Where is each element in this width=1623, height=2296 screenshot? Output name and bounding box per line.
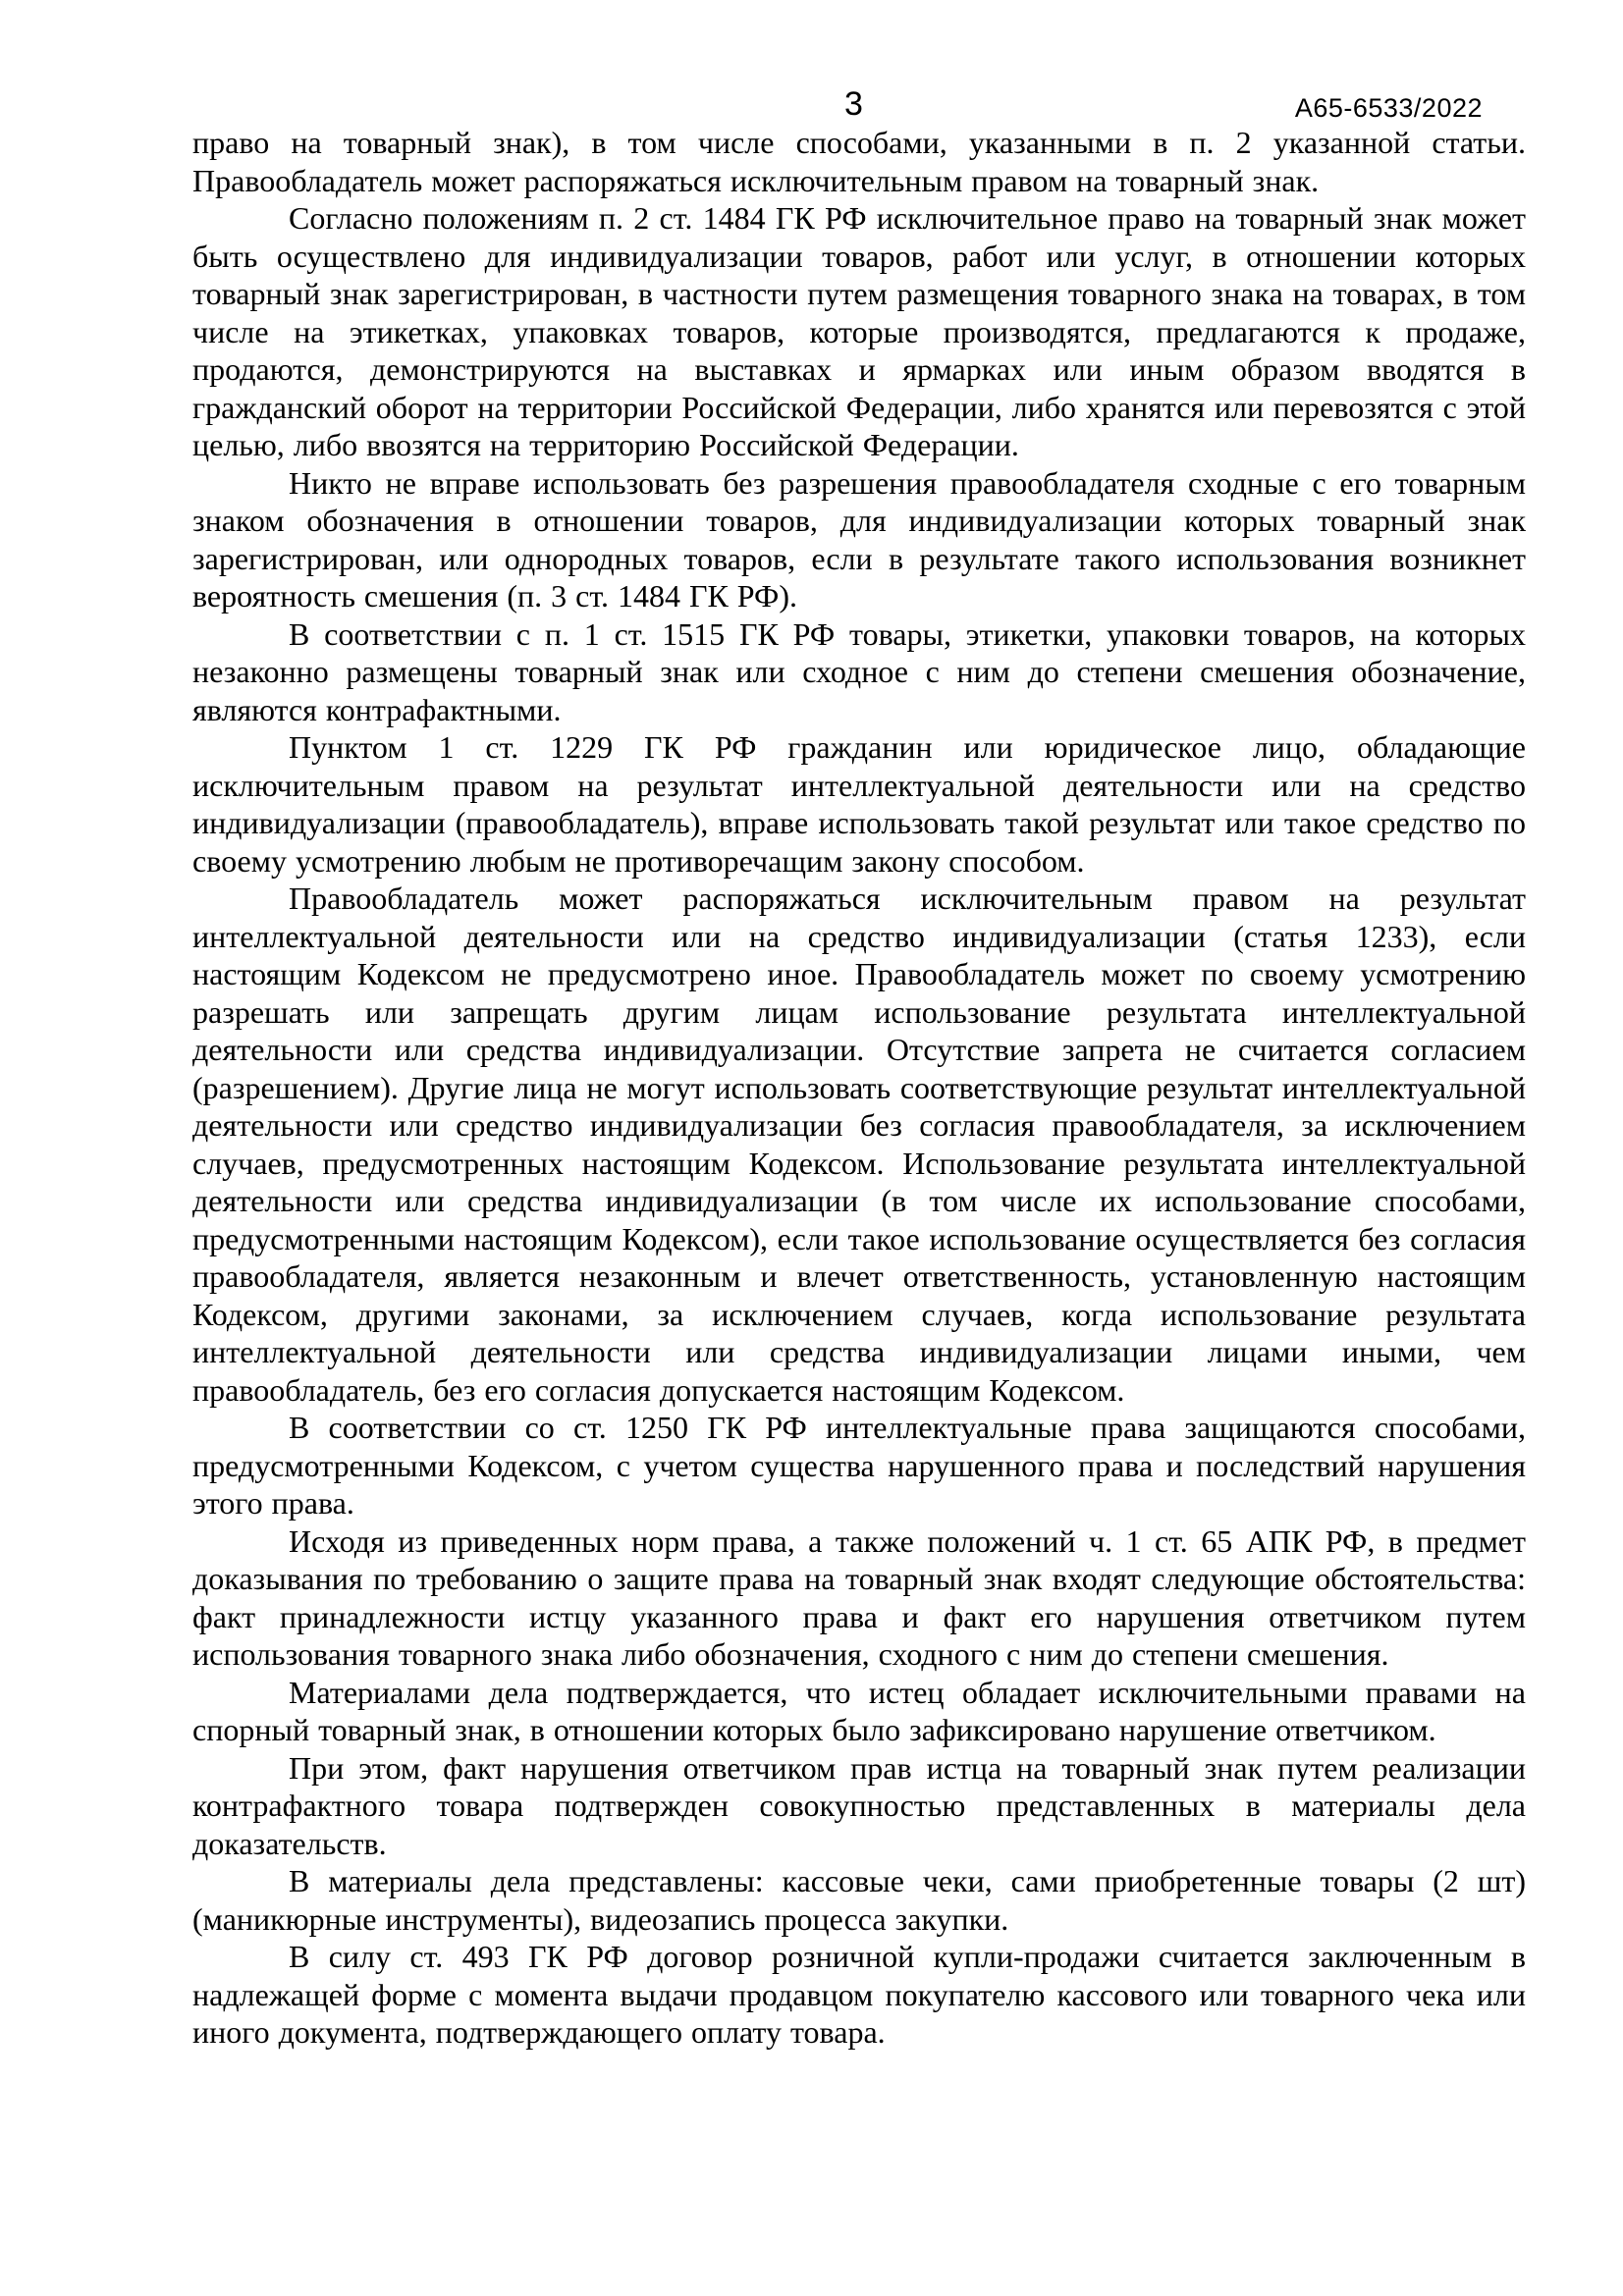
paragraph-7: В соответствии со ст. 1250 ГК РФ интеллектуальные права защищаются способами, предусмотренными Кодексом, с учетом существа нарушенного права и последствий нарушения этого права. [192,1410,1526,1521]
paragraph-8: Исходя из приведенных норм права, а также положений ч. 1 ст. 65 АПК РФ, в предмет доказывания по требованию о защите права на товарный знак входят следующие обстоятельства: факт принадлежности истцу указанного права и факт его нарушения ответчиком путем использования товарного знака либо обозначения, сходного с ним до степени смешения. [192,1522,1526,1672]
paragraph-3: Никто не вправе использовать без разрешения правообладателя сходные с его товарным знаком обозначения в отношении товаров, для индивидуализации которых товарный знак зарегистрирован, или однородных товаров, если в результате такого использования возникнет вероятность смешения (п. 3 ст. 1484 ГК РФ). [192,464,1526,614]
paragraph-9: Материалами дела подтверждается, что истец обладает исключительными правами на спорный товарный знак, в отношении которых было зафиксировано нарушение ответчиком. [192,1674,1526,1747]
page-number: 3 [844,85,863,123]
case-number: А65-6533/2022 [1294,93,1483,123]
paragraph-2: Согласно положениям п. 2 ст. 1484 ГК РФ исключительное право на товарный знак может быть осуществлено для индивидуализации товаров, работ или услуг, в отношении которых товарный знак зарегистрирован, в частности путем размещения товарного знака на товарах, в том числе на этикетках, упаковках товаров, которые производятся, предлагаются к продаже, продаются, демонстрируются на выставках и ярмарках или иным образом вводятся в гражданский оборот на территории Российской Федерации, либо хранятся или перевозятся с этой целью, либо ввозятся на территорию Российской Федерации. [192,200,1526,462]
body-text [192,124,1526,2052]
paragraph-10: При этом, факт нарушения ответчиком прав истца на товарный знак путем реализации контрафактного товара подтвержден совокупностью представленных в материалы дела доказательств. [192,1749,1526,1861]
paragraph-5: Пунктом 1 ст. 1229 ГК РФ гражданин или юридическое лицо, обладающие исключительным правом на результат интеллектуальной деятельности или на средство индивидуализации (правообладатель), вправе использовать такой результат или такое средство по своему усмотрению любым не противоречащим закону способом. [192,729,1526,879]
paragraph-4: В соответствии с п. 1 ст. 1515 ГК РФ товары, этикетки, упаковки товаров, на которых незаконно размещены товарный знак или сходное с ним до степени смешения обозначение, являются контрафактными. [192,615,1526,727]
paragraph-11: В материалы дела представлены: кассовые чеки, сами приобретенные товары (2 шт) (маникюрные инструменты), видеозапись процесса закупки. [192,1863,1526,1937]
paragraph-1: право на товарный знак), в том числе способами, указанными в п. 2 указанной статьи. Правообладатель может распоряжаться исключительным правом на товарный знак. [192,125,1526,198]
paragraph-6: Правообладатель может распоряжаться исключительным правом на результат интеллектуальной деятельности или на средство индивидуализации (статья 1233), если настоящим Кодексом не предусмотрено иное. Правообладатель может по своему усмотрению разрешать или запрещать другим лицам использование результата интеллектуальной деятельности или средства индивидуализации. Отсутствие запрета не считается согласием (разрешением). Другие лица не могут использовать соответствующие результат интеллектуальной деятельности или средство индивидуализации без согласия правообладателя, за исключением случаев, предусмотренных настоящим Кодексом. Использование результата интеллектуальной деятельности или средства индивидуализации (в том числе их использование способами, предусмотренными настоящим Кодексом), если такое использование осуществляется без согласия правообладателя, является незаконным и влечет ответственность, установленную настоящим Кодексом, другими законами, за исключением случаев, когда использование результата интеллектуальной деятельности или средства индивидуализации лицами иными, чем правообладатель, без его согласия допускается настоящим Кодексом. [192,881,1526,1408]
paragraph-12: В силу ст. 493 ГК РФ договор розничной купли-продажи считается заключенным в надлежащей форме с момента выдачи продавцом покупателю кассового или товарного чека или иного документа, подтверждающего оплату товара. [192,1939,1526,2050]
page-header [0,0,1623,128]
